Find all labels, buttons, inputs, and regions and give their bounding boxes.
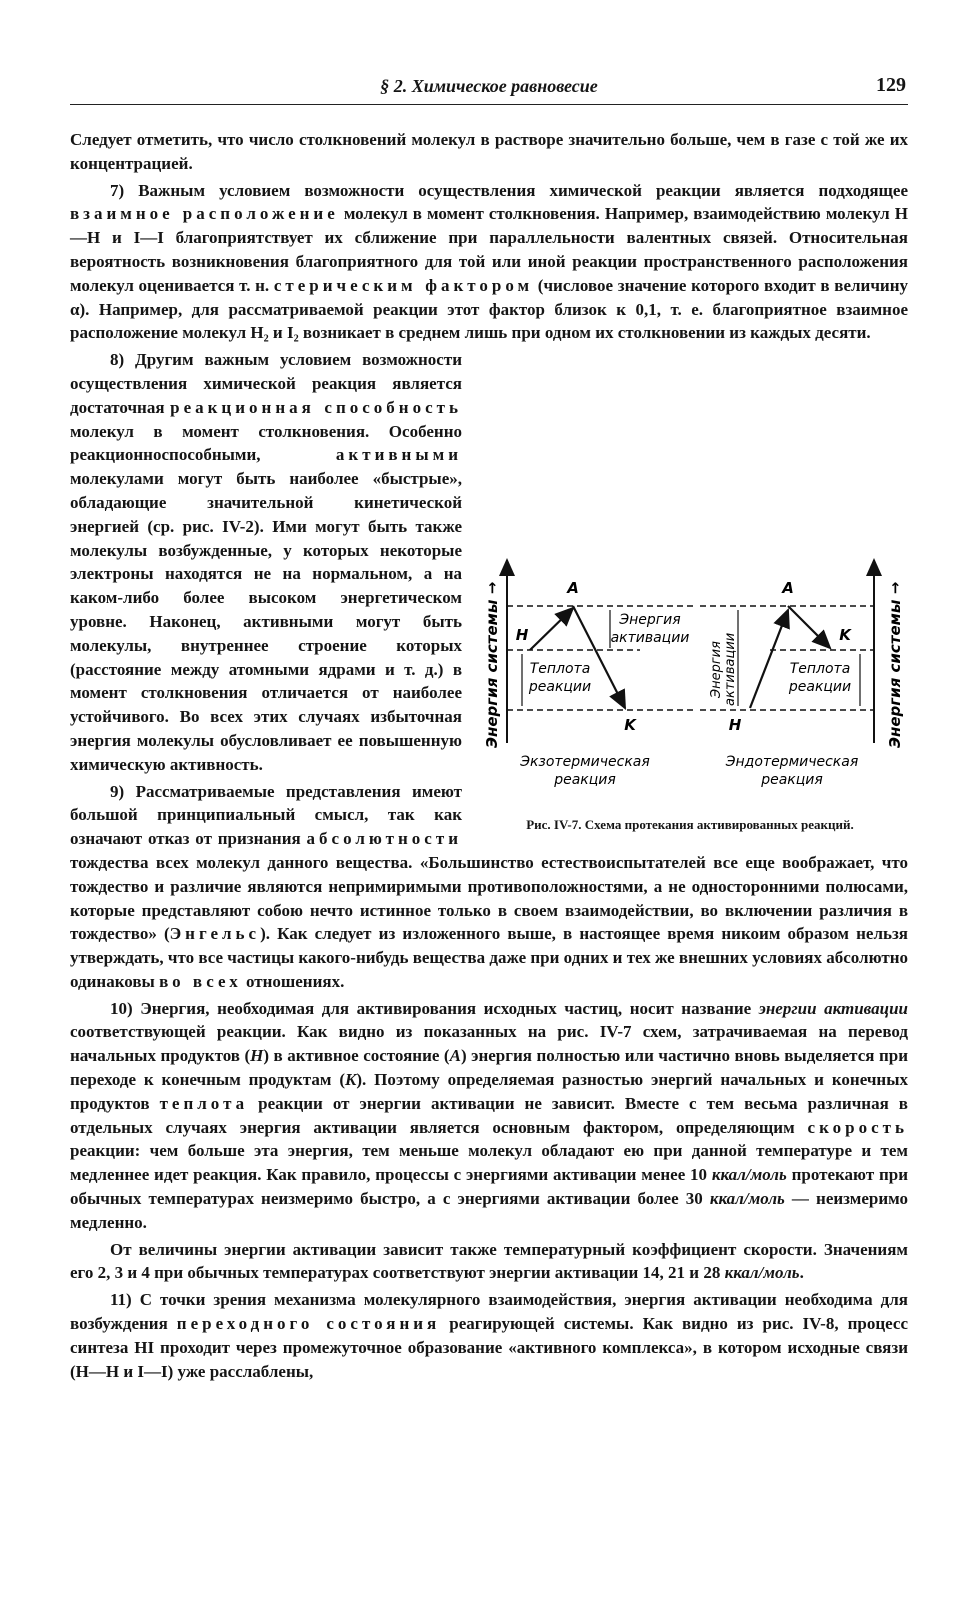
spaced-term: теплота: [159, 1093, 249, 1113]
paragraph-10: [70, 997, 908, 1235]
endo-activation-label-2: активации: [723, 632, 738, 706]
endo-heat-label-2: реакции: [788, 679, 852, 695]
text-run: 7) Важным условием возможности осуществления химической реакции является подходящее: [110, 180, 908, 200]
exo-point-a: A: [567, 579, 579, 597]
spaced-term: взаимное расположение: [70, 204, 339, 224]
endo-rise-arrow: [750, 610, 788, 708]
spaced-term: стерическим фактором: [273, 275, 534, 295]
figure-caption: Рис. IV-7. Схема протекания активированных реакций.: [526, 817, 854, 832]
endo-point-k: K: [839, 626, 851, 644]
text-run: (числовое значение которого входит в величину α). Например, для рассматриваемой реакции этот фактор близок к 0,1, т. е. благоприятное взаимное расположение молекул H₂ и I₂ возникает в среднем лишь при одном их столкновении из каждых десяти.: [70, 275, 908, 343]
text-run: реакции от энергии активации не зависит. Вместе с тем весьма различная в отдельных случаях энергия активации является основным фактором, определяющим: [70, 1093, 908, 1137]
text-run: 8) Другим важным условием возможности осуществления химической реакция является достаточная: [70, 350, 462, 417]
spaced-term: скорость: [807, 1117, 908, 1137]
paragraph-10b: [70, 1238, 908, 1286]
endo-title-1: Эндотермическая: [725, 754, 859, 770]
page-number: 129: [876, 74, 906, 96]
running-title: § 2. Химическое равновесие: [380, 76, 598, 96]
exo-activation-label-2: активации: [610, 630, 690, 646]
paragraph-intro: Следует отметить, что число столкновений молекул в растворе значительно больше, чем в газе с той же их концентрацией.: [70, 130, 908, 173]
running-header: [70, 74, 908, 105]
unit: ккал/моль: [711, 1165, 787, 1185]
text-run: 10) Энергия, необходимая для активирования исходных частиц, носит название: [110, 998, 759, 1018]
text-run: реакции: чем больше эта энергия, тем меньше молекул обладают ею при данной температуре и тем медленнее идет реакция. Как правило, процессы с энергиями активации менее 10: [70, 1141, 908, 1185]
spaced-term: абсолютности: [306, 829, 462, 849]
spaced-term: Энгельс: [169, 924, 261, 944]
text-run: 11) С точки зрения механизма молекулярного взаимодействия, энергия активации необходима для возбуждения: [70, 1290, 908, 1334]
endothermic-scheme: [700, 579, 874, 788]
figure-block: [470, 548, 910, 848]
left-axis-label: Энергия системы →: [483, 581, 501, 748]
exo-title-2: реакция: [554, 772, 616, 788]
text-run: ). Как следует из изложенного выше, в настоящее время никоим образом нельзя утверждать, что все частицы какого-нибудь вещества даже при одних и тех же внешних условиях абсолютно одинаковы: [70, 924, 908, 991]
italic-symbol: H: [250, 1046, 264, 1066]
text-run: .: [799, 1263, 804, 1283]
text-run: молекул в момент столкновения. Например, взаимодействию молекул H—H и I—I благоприятствует их сближение при параллельности валентных связей. Относительная вероятность возникновения благоприятного для той или иной реакции пространственного расположения молекул оценивается т. н.: [70, 204, 908, 295]
endo-fall-arrow: [788, 606, 830, 648]
text-run: молекул в момент столкновения. Особенно реакционноспособными,: [70, 421, 462, 465]
text-run: соответствующей реакции. Как видно из показанных на рис. IV-7 схем, затрачиваемая на перевод начальных продуктов (: [70, 1022, 908, 1066]
paragraph-11: [70, 1288, 908, 1383]
text-run: От величины энергии активации зависит также температурный коэффициент скорости. Значениям его 2, 3 и 4 при обычных температурах соответствуют энергии активации 14, 21 и 28: [70, 1239, 908, 1283]
text-run: 9) Рассматриваемые представления имеют большой принципиальный смысл, так как означают отказ от признания: [70, 781, 462, 849]
spaced-term: реакционная способность: [170, 397, 462, 417]
text-run: — неизмеримо медленно.: [70, 1189, 908, 1232]
exothermic-scheme: [507, 579, 695, 788]
italic-symbol: A: [449, 1046, 461, 1066]
exo-heat-label-2: реакции: [528, 679, 592, 695]
text-run: ). Поэтому определяемая разностью энергий начальных и конечных продуктов: [70, 1070, 908, 1113]
exo-activation-label-1: Энергия: [619, 612, 681, 628]
text-run: протекают при обычных температурах неизмеримо быстро, а с энергиями активации более 30: [70, 1165, 908, 1209]
text-run: молекулами могут быть наиболее «быстрые», обладающие значительной кинетической энергией (ср. рис. IV-2). Ими могут быть также молекулы возбужденные, у которых некоторые электроны находятся не на нормальном, а на каком-либо более высоком энергетическом уровне. Наконец, активными могут быть молекулы, внутреннее строение которых (расстояние между атомными ядрами и т. д.) в момент столкновения отличается от наиболее устойчивого. Во всех этих случаях избыточная энергия молекулы обусловливает ее повышенную химическую активность.: [70, 469, 462, 774]
unit: ккал/моль: [724, 1263, 800, 1283]
unit: ккал/моль: [709, 1189, 785, 1209]
text-run: отношениях.: [241, 971, 345, 991]
exo-title-1: Экзотермическая: [520, 754, 650, 770]
endo-title-2: реакция: [761, 772, 823, 788]
exo-rise-arrow: [530, 608, 573, 650]
text-run: тождества всех молекул данного вещества. «Большинство естествоиспытателей все еще воображает, что тождество и различие являются непримиримыми противоположностями, а не односторонними полюсами, которые представляют собою нечто истинное только в своем взаимодействии, во включении различия в тождество» (: [70, 852, 908, 944]
endo-point-h: H: [728, 716, 742, 734]
text-run: ) энергия полностью или частично вновь выделяется при переходе к конечным продуктам (: [70, 1046, 908, 1090]
italic-term: энергии активации: [758, 998, 908, 1018]
exo-point-k: K: [624, 716, 636, 734]
endo-heat-label-1: Теплота: [789, 661, 851, 677]
text-run: ) в активное состояние (: [263, 1046, 450, 1066]
text-run: реагирующей системы. Как видно из рис. IV-8, процесс синтеза HI проходит через промежуточное образование «активного комплекса», в котором исходные связи (H—H и I—I) уже расслаблены,: [70, 1314, 908, 1381]
spaced-term: активными: [335, 445, 462, 465]
endo-point-a: A: [782, 579, 794, 597]
endo-activation-label-1: Энергия: [709, 641, 724, 698]
exo-point-h: H: [515, 626, 529, 644]
spaced-term: переходного состояния: [176, 1314, 441, 1334]
italic-symbol: K: [344, 1070, 357, 1090]
right-axis-label: Энергия системы →: [886, 581, 904, 748]
spaced-term: во всех: [159, 971, 242, 991]
paragraph-7: [70, 179, 908, 346]
exo-heat-label-1: Теплота: [529, 661, 591, 677]
activation-energy-diagram: [470, 548, 910, 808]
